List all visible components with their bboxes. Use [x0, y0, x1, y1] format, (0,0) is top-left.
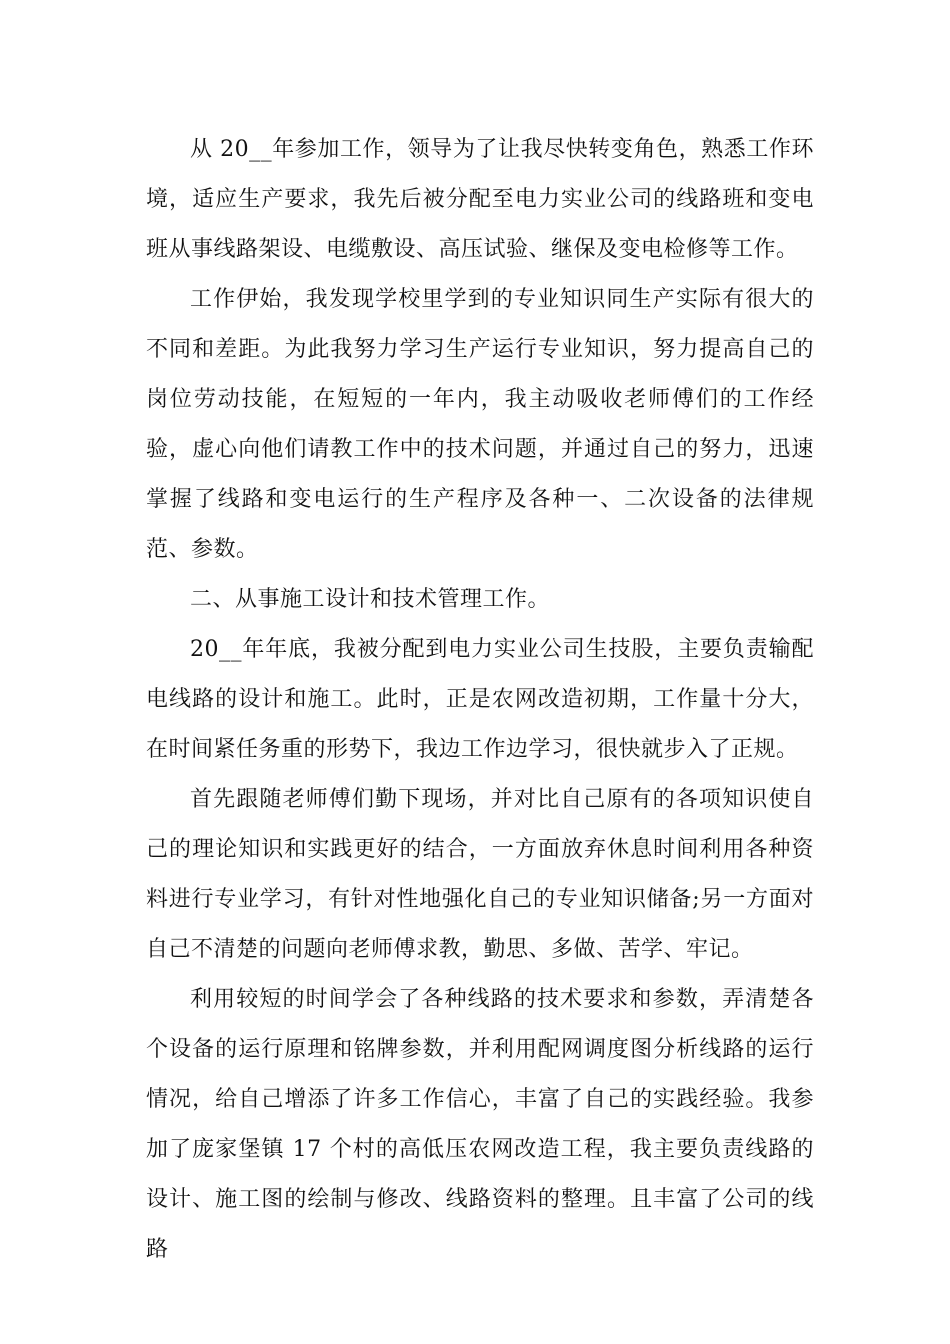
paragraph-5: 利用较短的时间学会了各种线路的技术要求和参数，弄清楚各个设备的运行原理和铭牌参数，并利用配网调度图分析线路的运行情况，给自己增添了许多工作信心，丰富了自己的实践经验。我参加了庞家堡镇 17 个村的高低压农网改造工程，我主要负责线路的设计、施工图的绘制与修改、线路资料的整理。且丰富了公司的线路 — [146, 987, 814, 1262]
paragraph-3: 20__年年底，我被分配到电力实业公司生技股，主要负责输配电线路的设计和施工。此时，正是农网改造初期，工作量十分大，在时间紧任务重的形势下，我边工作边学习，很快就步入了正规。 — [146, 637, 814, 762]
paragraph-4: 首先跟随老师傅们勤下现场，并对比自己原有的各项知识使自己的理论知识和实践更好的结合，一方面放弃休息时间利用各种资料进行专业学习，有针对性地强化自己的专业知识储备;另一方面对自己不清楚的问题向老师傅求教，勤思、多做、苦学、牢记。 — [146, 787, 814, 962]
paragraph-2: 工作伊始，我发现学校里学到的专业知识同生产实际有很大的不同和差距。为此我努力学习生产运行专业知识，努力提高自己的岗位劳动技能，在短短的一年内，我主动吸收老师傅们的工作经验，虚心向他们请教工作中的技术问题，并通过自己的努力，迅速掌握了线路和变电运行的生产程序及各种一、二次设备的法律规范、参数。 — [146, 287, 814, 562]
document-body — [146, 125, 814, 1275]
section-heading: 二、从事施工设计和技术管理工作。 — [190, 587, 551, 612]
paragraph-1: 从 20__年参加工作，领导为了让我尽快转变角色，熟悉工作环境，适应生产要求，我先后被分配至电力实业公司的线路班和变电班从事线路架设、电缆敷设、高压试验、继保及变电检修等工作。 — [146, 137, 814, 262]
